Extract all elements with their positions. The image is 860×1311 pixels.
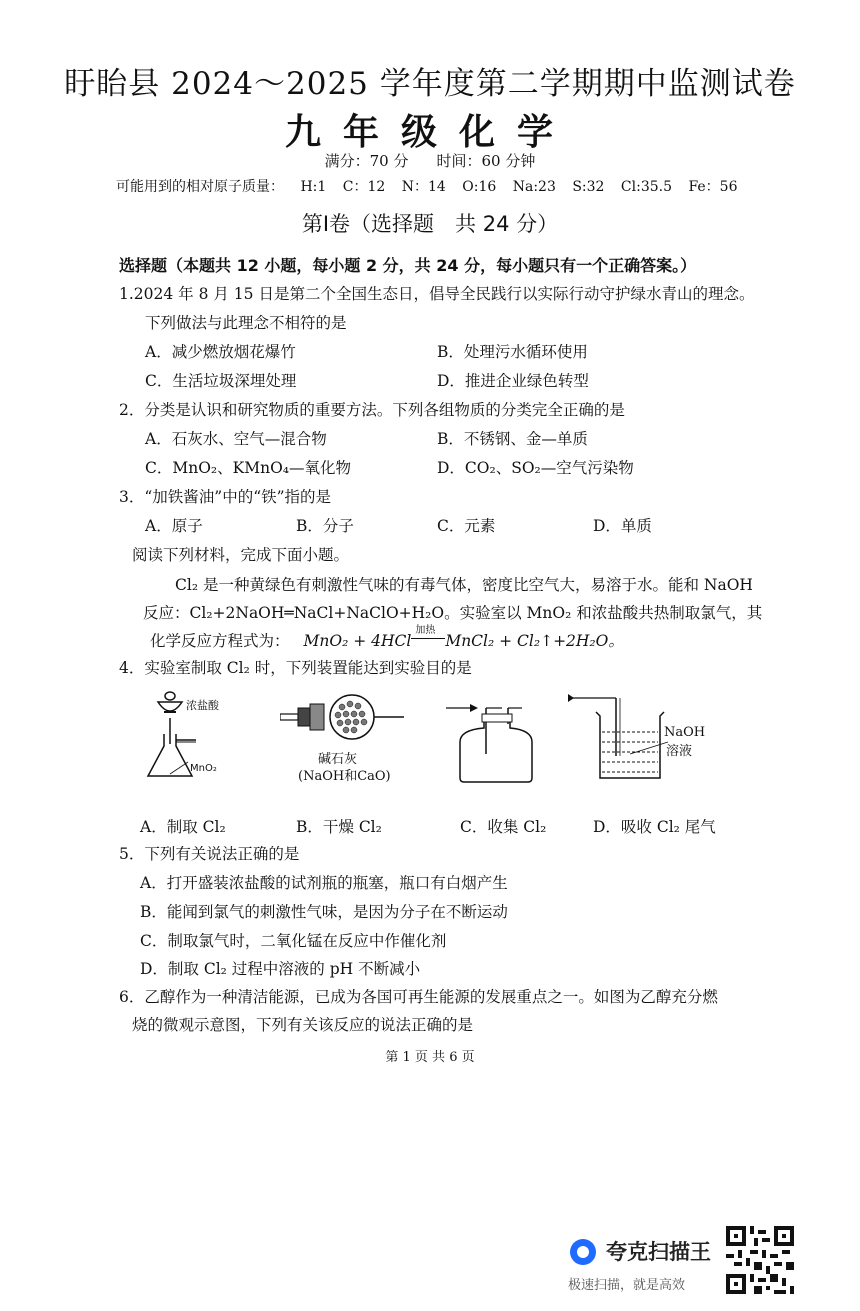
q3-option-a: A．原子 — [145, 517, 203, 535]
equation-intro: 化学反应方程式为： — [150, 632, 290, 650]
q5-option-b: B．能闻到氯气的刺激性气味，是因为分子在不断运动 — [140, 903, 508, 921]
atomic-mass-label: 可能用到的相对原子质量： — [116, 179, 284, 195]
q3-option-b: B．分子 — [296, 517, 354, 535]
atomic-mass-fe: Fe：56 — [688, 179, 738, 195]
apparatus-d-naoh-beaker — [560, 686, 680, 786]
atomic-mass-c: C：12 — [342, 179, 386, 195]
q3-option-d: D．单质 — [593, 517, 652, 535]
qr-code-icon — [726, 1226, 794, 1294]
score-time-line — [0, 150, 860, 171]
atomic-mass-na: Na:23 — [512, 179, 556, 195]
q1-stem: 1.2024 年 8 月 15 日是第二个全国生态日，倡导全民践行以实际行动守护绿水青山的理念。 — [119, 285, 755, 303]
atomic-mass-o: O:16 — [462, 179, 497, 195]
q3-option-c: C．元素 — [437, 517, 496, 535]
q1-option-a: A．减少燃放烟花爆竹 — [145, 343, 296, 361]
q2-option-d: D．CO₂、SO₂—空气污染物 — [437, 459, 634, 477]
q2-stem: 2．分类是认识和研究物质的重要方法。下列各组物质的分类完全正确的是 — [119, 401, 625, 419]
q6-stem: 6．乙醇作为一种清洁能源，已成为各国可再生能源的发展重点之一。如图为乙醇充分燃 — [119, 988, 718, 1006]
page-number: 第 1 页 共 6 页 — [385, 1050, 475, 1065]
label-mno2: MnO₂ — [190, 763, 217, 774]
reading-intro: 阅读下列材料，完成下面小题。 — [132, 546, 350, 564]
label-soda-lime: 碱石灰 — [318, 752, 358, 767]
equation-reactants: MnO₂ + 4HCl — [303, 632, 412, 650]
q4-option-d: D．吸收 Cl₂ 尾气 — [593, 818, 716, 836]
atomic-mass-cl: Cl:35.5 — [620, 179, 672, 195]
q5-option-d: D．制取 Cl₂ 过程中溶液的 pH 不断减小 — [140, 960, 421, 978]
q5-option-c: C．制取氯气时，二氧化锰在反应中作催化剂 — [140, 932, 447, 950]
equation-products: MnCl₂ + Cl₂↑+2H₂O。 — [445, 632, 624, 650]
atomic-mass-h: H:1 — [300, 179, 327, 195]
q5-option-a: A．打开盛装浓盐酸的试剂瓶的瓶塞，瓶口有白烟产生 — [140, 874, 508, 892]
q2-option-b: B．不锈钢、金—单质 — [437, 430, 588, 448]
q6-stem-2: 烧的微观示意图，下列有关该反应的说法正确的是 — [132, 1016, 474, 1034]
reading-paragraph-1: Cl₂ 是一种黄绿色有刺激性气味的有毒气体，密度比空气大，易溶于水。能和 NaOH — [175, 576, 753, 594]
label-conc-hcl: 浓盐酸 — [186, 699, 219, 712]
q4-option-a: A．制取 Cl₂ — [140, 818, 226, 836]
label-soda-lime-composition: (NaOH和CaO) — [298, 769, 391, 784]
label-solution: 溶液 — [666, 744, 693, 759]
q4-stem: 4．实验室制取 Cl₂ 时，下列装置能达到实验目的是 — [119, 659, 472, 677]
q4-option-b: B．干燥 Cl₂ — [296, 818, 382, 836]
atomic-mass-line — [116, 176, 750, 196]
q2-option-c: C．MnO₂、KMnO₄—氧化物 — [145, 459, 351, 477]
scanner-slogan: 极速扫描，就是高效 — [568, 1278, 686, 1293]
section-instruction: 选择题（本题共 12 小题，每小题 2 分，共 24 分，每小题只有一个正确答案。） — [119, 256, 697, 275]
q2-option-a: A．石灰水、空气—混合物 — [145, 430, 327, 448]
atomic-mass-s: S:32 — [572, 179, 605, 195]
exam-time: 时间：60 分钟 — [436, 152, 536, 170]
subject-title: 九年级化学 — [284, 111, 575, 153]
q4-option-c: C．收集 Cl₂ — [460, 818, 547, 836]
q1-option-b: B．处理污水循环使用 — [437, 343, 588, 361]
reading-paragraph-2: 反应：Cl₂+2NaOH═NaCl+NaClO+H₂O。实验室以 MnO₂ 和浓盐酸共热制取氯气，其 — [143, 604, 763, 622]
scanner-logo-icon — [570, 1239, 596, 1265]
full-score: 满分：70 分 — [324, 152, 409, 170]
exam-title: 盱眙县 2024～2025 学年度第二学期期中监测试卷 — [64, 66, 796, 102]
q5-stem: 5．下列有关说法正确的是 — [119, 845, 300, 863]
q1-option-d: D．推进企业绿色转型 — [437, 372, 589, 390]
q1-stem-2: 下列做法与此理念不相符的是 — [145, 314, 347, 332]
label-naoh: NaOH — [664, 725, 706, 740]
equation-condition — [411, 625, 445, 639]
scanner-brand: 夸克扫描王 — [606, 1240, 711, 1264]
atomic-mass-n: N：14 — [401, 179, 446, 195]
apparatus-b-drying-tube — [280, 694, 410, 744]
apparatus-c-gas-bottle — [446, 694, 546, 786]
q1-option-c: C．生活垃圾深埋处理 — [145, 372, 297, 390]
q3-stem: 3．“加铁酱油”中的“铁”指的是 — [119, 488, 332, 506]
reading-paragraph-3 — [150, 625, 624, 651]
heat-condition: 加热 — [415, 625, 436, 636]
section-title: 第Ⅰ卷（选择题 共 24 分） — [301, 212, 559, 236]
